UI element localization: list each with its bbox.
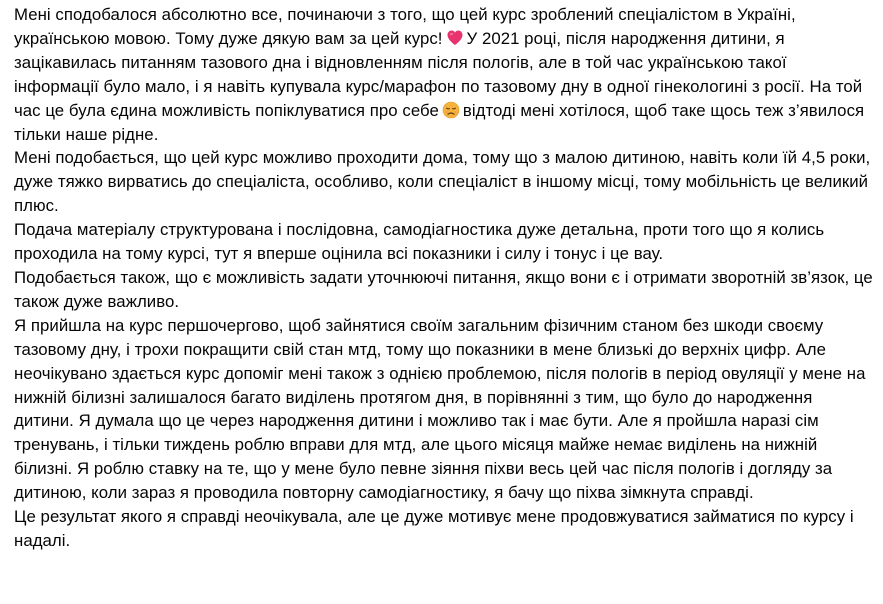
review-paragraph-2: Мені подобається, що цей курс можливо проходити дома, тому що з малою дитиною, навіть коли їй 4,5 роки, дуже тяжко вирватись до спеціаліста, особливо, коли спеціаліст в іншому місці, тому мобільність це великий плюс. (14, 148, 871, 216)
review-text-segment: відтоді мені хотілося, щоб таке щось теж з’явилося тільки наше рідне. (14, 100, 865, 144)
review-paragraph-5: Я прийшла на курс першочергово, щоб зайнятися своїм загальним фізичним станом без шкоди своєму тазовому дну, і трохи покращити свій стан мтд, тому що показники в мене близькі до верхніх цифр. Але неочікувано здається курс допоміг мені також з однією проблемою, після пологів в період овуляції у мене на нижній білизні залишалося багато виділень протягом дня, в порівнянні з тим, що було до народження дитини. Я думала що це через народження дитини і можливо так і має бути. Але я пройшла наразі сім тренувань, і тільки тиждень роблю вправи для мтд, але цього місяця майже немає виділень на нижній білизні. Я роблю ставку на те, що у мене було певне зіяння піхви весь цей час після пологів і догляду за дитиною, коли зараз я проводила повторну самодіагностику, я бачу що піхва зімкнута справді. (14, 315, 866, 503)
review-paragraph-3: Подача матеріалу структурована і послідовна, самодіагностика дуже детальна, проти того що я колись проходила на тому курсі, тут я вперше оцінила всі показники і силу і тонус і це вау. (14, 220, 825, 264)
review-paragraph-4: Подобається також, що є можливість задати уточнюючі питання, якщо вони є і отримати зворотній зв’язок, це також дуже важливо. (14, 267, 873, 311)
review-text-segment: У 2021 році, після народження дитини, я зацікавилась питанням тазового дна і відновленням після пологів, але в той час українською такої інформації було мало, і я навіть купувала курс/марафон по тазовому дну в одної гінекологині з росії. На той час це була єдина можливість попіклуватися про себе (14, 28, 863, 120)
review-text-segment: Мені сподобалося абсолютно все, починаючи з того, що цей курс зроблений спеціалістом в Україні, українською мовою. Тому дуже дякую вам за цей курс! (14, 5, 796, 48)
review-paragraph-1 (14, 3, 875, 146)
review-paragraph-6: Це результат якого я справді неочікувала, але це дуже мотивує мене продовжуватися займатися по курсу і надалі. (14, 507, 854, 550)
disappointed-face-icon (442, 101, 460, 119)
heart-emoji-icon (446, 29, 464, 47)
